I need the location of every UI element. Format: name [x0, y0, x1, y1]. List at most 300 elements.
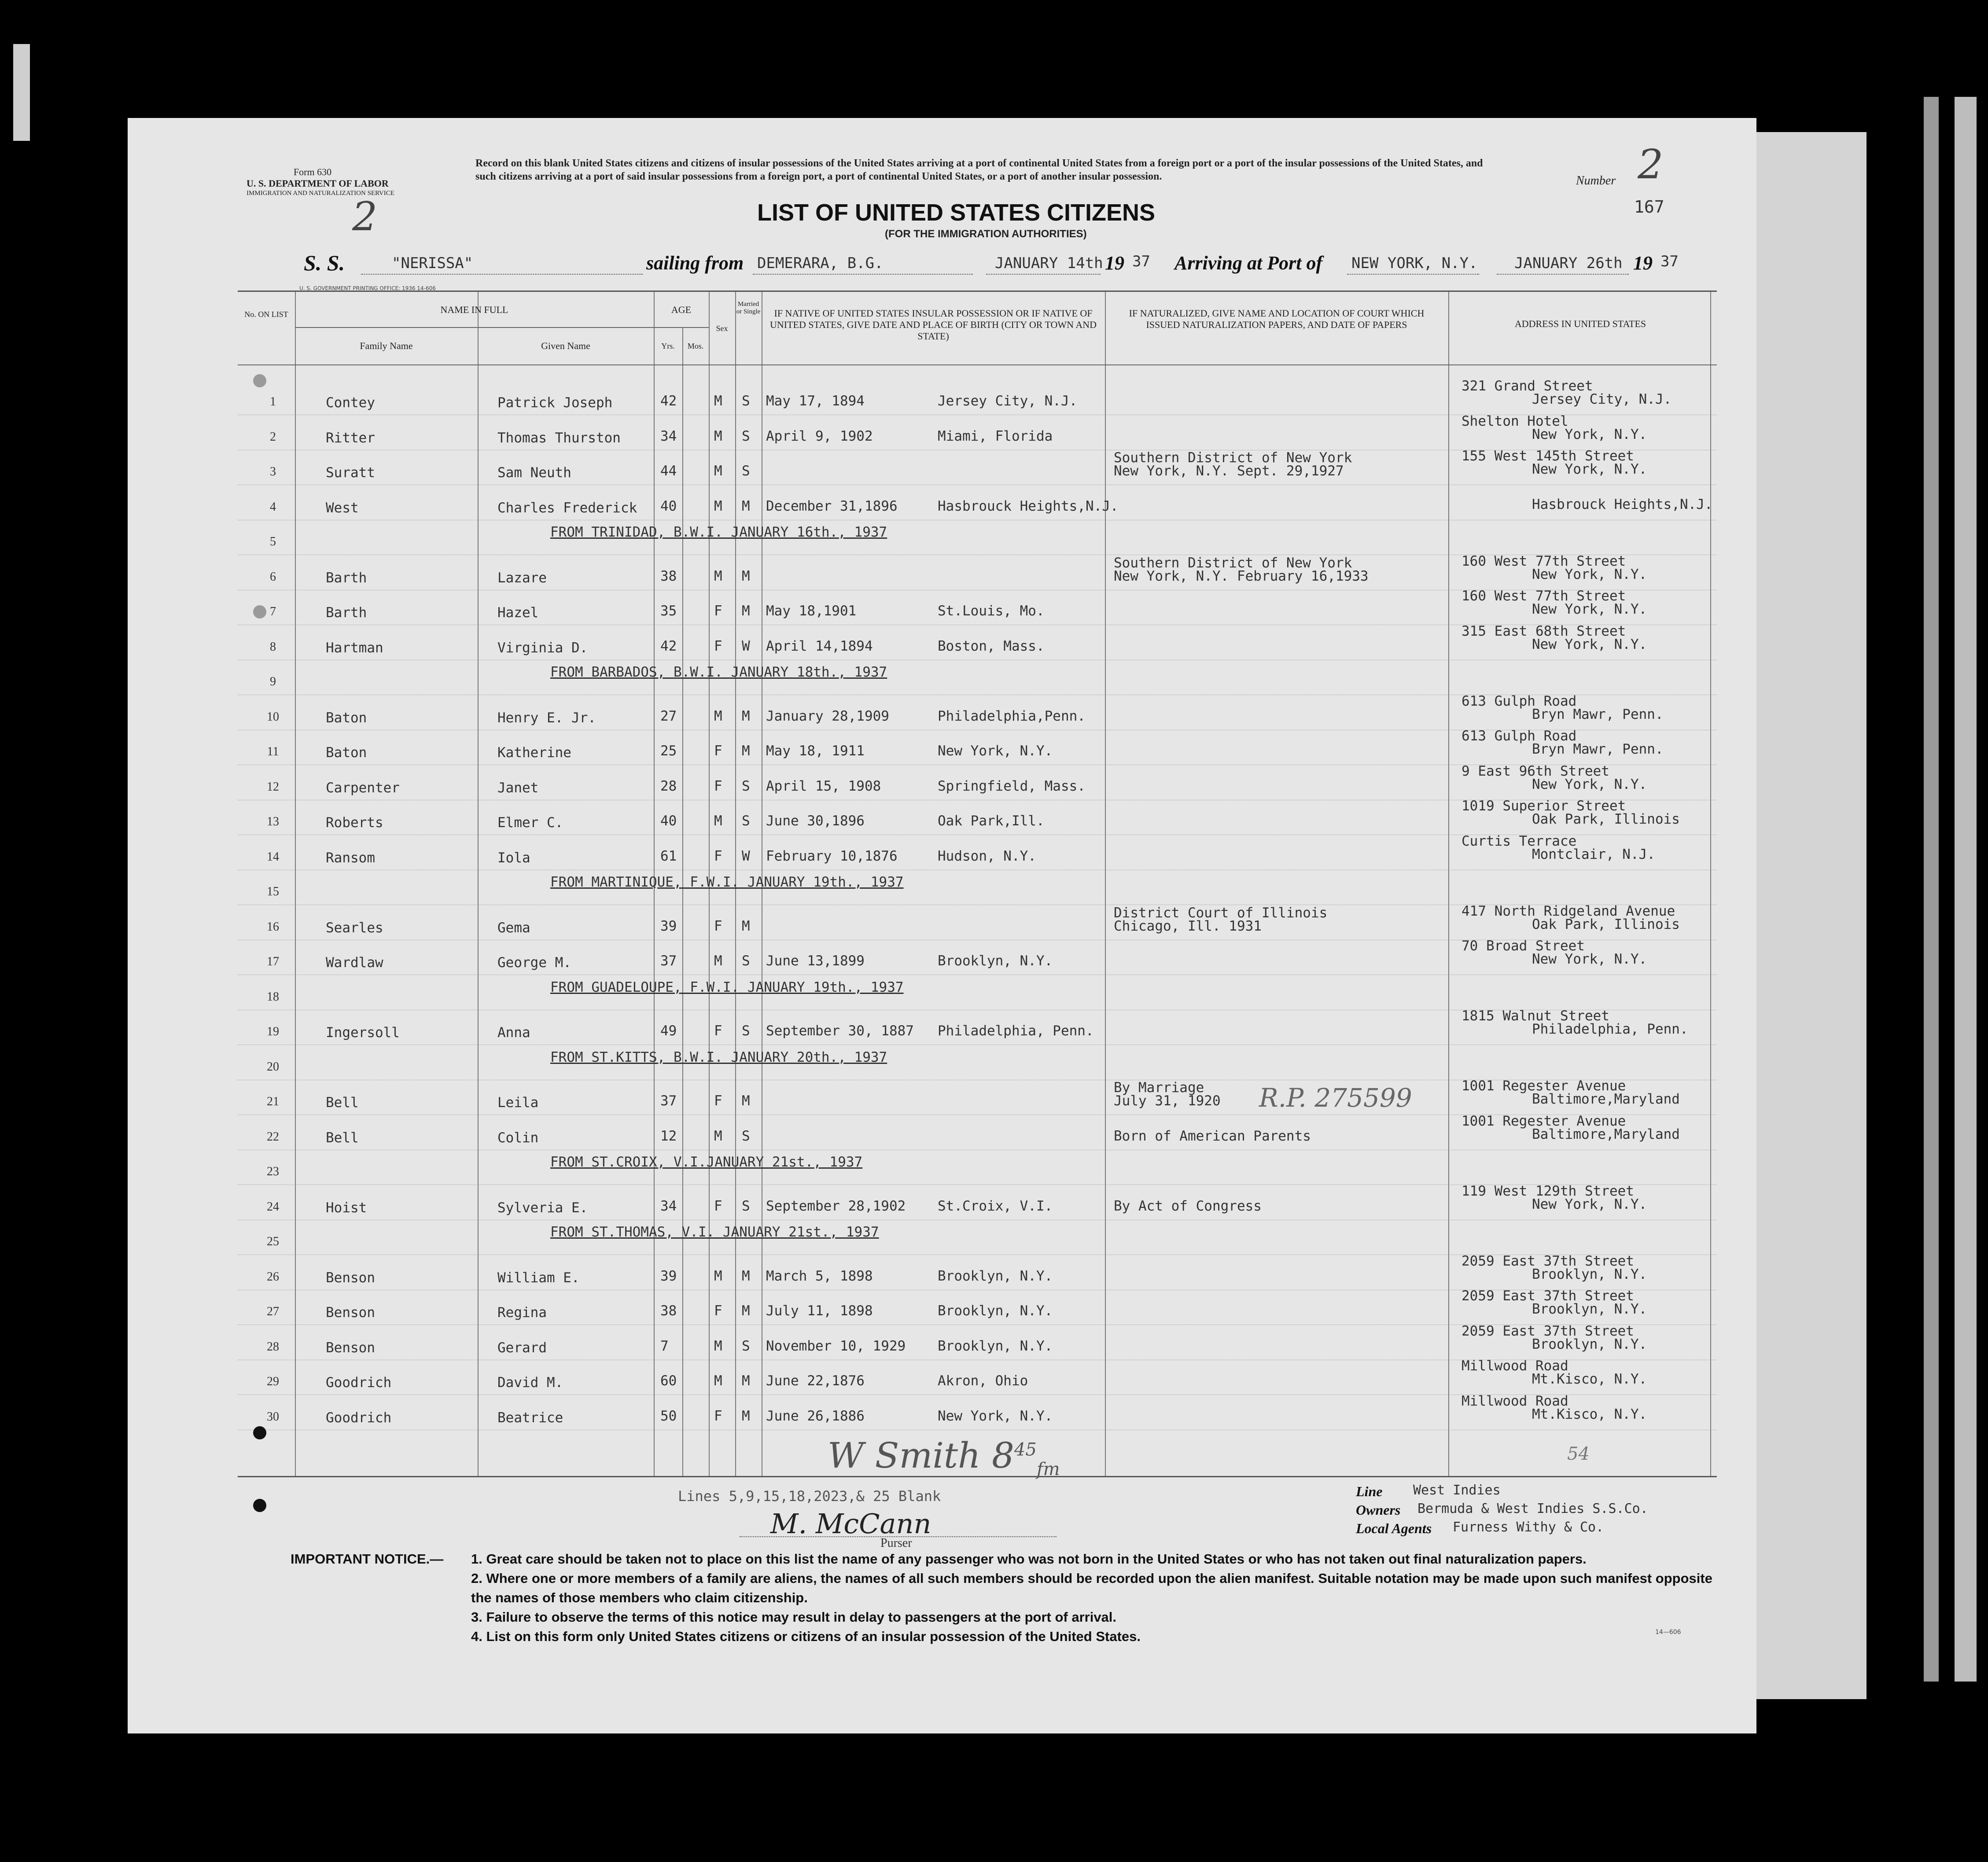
- birth-place: New York, N.Y.: [938, 743, 1053, 759]
- family-name: Bell: [326, 1130, 359, 1146]
- family-name: Searles: [326, 920, 383, 936]
- sex: F: [714, 603, 722, 619]
- hdr-address: ADDRESS IN UNITED STATES: [1514, 318, 1646, 329]
- birth-date: June 30,1896: [766, 813, 865, 829]
- row-number: 2: [270, 430, 276, 444]
- address-line-1: 1001 Regester Avenue: [1462, 1078, 1626, 1094]
- marital-status: S: [742, 1128, 750, 1144]
- birth-date: July 11, 1898: [766, 1303, 873, 1319]
- family-name: Ritter: [326, 430, 375, 446]
- row-number: 23: [267, 1165, 279, 1178]
- address-line-2: Brooklyn, N.Y.: [1532, 1336, 1647, 1352]
- birth-date: April 15, 1908: [766, 778, 881, 794]
- right-clip: [1955, 97, 1977, 1682]
- birth-date: May 18, 1911: [766, 743, 865, 759]
- hdr-no: No. ON LIST: [244, 310, 288, 319]
- sex: M: [714, 1373, 722, 1389]
- age-years: 35: [660, 603, 677, 619]
- table-row: [238, 660, 1717, 695]
- corner-number: 54: [1567, 1444, 1590, 1464]
- sex: M: [714, 498, 722, 514]
- birth-place: Brooklyn, N.Y.: [938, 953, 1053, 969]
- sailing-from: DEMERARA, B.G.: [757, 254, 884, 272]
- row-number: 30: [267, 1409, 279, 1424]
- sail-date: JANUARY 14th: [995, 254, 1103, 272]
- address-line-2: Montclair, N.J.: [1532, 846, 1655, 862]
- address-line-2: New York, N.Y.: [1532, 601, 1647, 617]
- section-heading: FROM GUADELOUPE, F.W.I. JANUARY 19th., 1937: [550, 979, 904, 995]
- sex: F: [714, 1408, 722, 1424]
- naturalization-court: District Court of Illinois: [1114, 905, 1328, 921]
- table-row: [238, 450, 1717, 485]
- address-line-2: New York, N.Y.: [1532, 636, 1647, 652]
- table-row: [238, 870, 1717, 905]
- row-number: 15: [267, 885, 279, 898]
- marital-status: S: [742, 1023, 750, 1039]
- birth-place: Boston, Mass.: [938, 638, 1045, 654]
- address-line-1: 1001 Regester Avenue: [1462, 1113, 1626, 1129]
- address-line-2: Mt.Kisco, N.Y.: [1532, 1371, 1647, 1387]
- birth-date: December 31,1896: [766, 498, 898, 514]
- row-number: 7: [270, 605, 276, 618]
- age-years: 37: [660, 953, 677, 969]
- sail-year-prefix: 19: [1105, 252, 1124, 274]
- naturalization-court: Southern District of New York: [1114, 450, 1352, 466]
- table-row: [238, 590, 1717, 625]
- address-line-1: 9 East 96th Street: [1462, 763, 1609, 779]
- naturalization-details: New York, N.Y. Sept. 29,1927: [1114, 463, 1344, 479]
- address-line-2: Oak Park, Illinois: [1532, 916, 1680, 932]
- sex: F: [714, 1303, 722, 1319]
- address-line-2: Jersey City, N.J.: [1532, 391, 1672, 407]
- sex: M: [714, 568, 722, 584]
- table-row: [238, 520, 1717, 555]
- table-row: [238, 975, 1717, 1010]
- marital-status: M: [742, 918, 750, 934]
- sex: F: [714, 918, 722, 934]
- row-number: 14: [267, 850, 279, 864]
- marital-status: M: [742, 708, 750, 724]
- row-number: 24: [267, 1200, 279, 1214]
- address-line-1: 160 West 77th Street: [1462, 588, 1626, 604]
- hdr-yrs: Yrs.: [661, 342, 675, 350]
- marital-status: S: [742, 1338, 750, 1354]
- naturalization-details: Chicago, Ill. 1931: [1114, 918, 1262, 934]
- given-name: Hazel: [497, 605, 539, 621]
- page-number: 167: [1634, 197, 1664, 217]
- marital-status: S: [742, 813, 750, 829]
- section-heading: FROM MARTINIQUE, F.W.I. JANUARY 19th., 1937: [550, 874, 904, 890]
- address-line-2: New York, N.Y.: [1532, 566, 1647, 582]
- family-name: Benson: [326, 1339, 375, 1356]
- sail-year: 37: [1132, 253, 1150, 270]
- family-name: Wardlaw: [326, 955, 383, 971]
- owners-value: Bermuda & West Indies S.S.Co.: [1417, 1501, 1648, 1516]
- age-years: 28: [660, 778, 677, 794]
- given-name: Leila: [497, 1095, 539, 1111]
- address-line-2: Hasbrouck Heights,N.J.: [1532, 496, 1713, 512]
- table-row: [238, 695, 1717, 730]
- given-name: Thomas Thurston: [497, 430, 621, 446]
- hdr-family-name: Family Name: [360, 340, 413, 351]
- naturalization-details: By Act of Congress: [1114, 1198, 1262, 1214]
- section-heading: FROM ST.THOMAS, V.I. JANUARY 21st., 1937: [550, 1224, 879, 1240]
- address-line-1: 2059 East 37th Street: [1462, 1288, 1634, 1304]
- age-years: 25: [660, 743, 677, 759]
- punch-hole: [253, 605, 266, 618]
- marital-status: M: [742, 603, 750, 619]
- marital-status: W: [742, 848, 750, 864]
- birth-date: September 28,1902: [766, 1198, 906, 1214]
- table-row: [238, 940, 1717, 975]
- address-line-1: 2059 East 37th Street: [1462, 1323, 1634, 1339]
- sailing-underline: [753, 274, 973, 275]
- sailing-from-label: sailing from: [646, 252, 744, 274]
- purser-label: Purser: [880, 1536, 912, 1550]
- hdr-naturalized: IF NATURALIZED, GIVE NAME AND LOCATION OF COURT WHICH ISSUED NATURALIZATION PAPERS, AND DATE OF PAPERS: [1129, 308, 1425, 330]
- address-line-2: New York, N.Y.: [1532, 461, 1647, 477]
- age-years: 61: [660, 848, 677, 864]
- address-line-2: Brooklyn, N.Y.: [1532, 1301, 1647, 1317]
- printing-note: U. S. GOVERNMENT PRINTING OFFICE: 1936 14-606: [299, 285, 436, 291]
- given-name: David M.: [497, 1375, 563, 1391]
- section-heading: FROM ST.KITTS, B.W.I. JANUARY 20th., 1937: [550, 1049, 887, 1065]
- birth-date: May 17, 1894: [766, 393, 865, 409]
- arrival-port-underline: [1347, 274, 1479, 275]
- address-line-1: Millwood Road: [1462, 1358, 1568, 1374]
- address-line-2: Oak Park, Illinois: [1532, 811, 1680, 827]
- birth-date: February 10,1876: [766, 848, 898, 864]
- notice-item-4: 4. List on this form only United States citizens or citizens of an insular possession of the United States.: [471, 1629, 1141, 1644]
- address-line-2: Bryn Mawr, Penn.: [1532, 741, 1664, 757]
- form-number: Form 630: [293, 166, 332, 177]
- row-number: 11: [267, 745, 279, 758]
- instructions: Record on this blank United States citizens and citizens of insular possessions of the United States arriving at a port of continental United States from a foreign port or a port of the insular possessions of the United States, and such citizens arriving at a port of said insular possessions from a foreign port, a port of continental United States, or a port of another insular possession.: [475, 158, 1483, 182]
- age-years: 38: [660, 1303, 677, 1319]
- marital-status: S: [742, 778, 750, 794]
- family-name: Goodrich: [326, 1409, 392, 1426]
- birth-place: Brooklyn, N.Y.: [938, 1268, 1053, 1284]
- row-number: 21: [267, 1095, 279, 1108]
- row-number: 19: [267, 1025, 279, 1038]
- table-row: [238, 1290, 1717, 1325]
- address-line-1: Shelton Hotel: [1462, 413, 1568, 429]
- table-row: [238, 625, 1717, 660]
- marital-status: M: [742, 1093, 750, 1109]
- birth-place: Akron, Ohio: [938, 1373, 1028, 1389]
- birth-date: May 18,1901: [766, 603, 857, 619]
- page-subtitle: (FOR THE IMMIGRATION AUTHORITIES): [885, 228, 1087, 240]
- notice-anchor: [286, 1549, 291, 1554]
- sex: F: [714, 778, 722, 794]
- marital-status: M: [742, 568, 750, 584]
- birth-place: St.Louis, Mo.: [938, 603, 1045, 619]
- address-line-1: 2059 East 37th Street: [1462, 1253, 1634, 1269]
- number-value: 2: [1638, 141, 1664, 188]
- birth-place: Springfield, Mass.: [938, 778, 1086, 794]
- address-line-1: 613 Gulph Road: [1462, 728, 1577, 744]
- row-number: 25: [267, 1235, 279, 1248]
- family-name: Ransom: [326, 850, 375, 866]
- family-name: Benson: [326, 1270, 375, 1286]
- family-name: Barth: [326, 570, 367, 586]
- sex: M: [714, 428, 722, 444]
- sex: F: [714, 638, 722, 654]
- row-number: 13: [267, 815, 279, 828]
- age-years: 27: [660, 708, 677, 724]
- address-line-1: 119 West 129th Street: [1462, 1183, 1634, 1199]
- table-row: [238, 1045, 1717, 1080]
- age-years: 38: [660, 568, 677, 584]
- family-name: Suratt: [326, 465, 375, 481]
- row-number: 26: [267, 1270, 279, 1284]
- row-number: 16: [267, 920, 279, 934]
- age-years: 12: [660, 1128, 677, 1144]
- row-number: 3: [270, 465, 276, 478]
- right-clip-inner: [1924, 97, 1939, 1682]
- birth-place: Miami, Florida: [938, 428, 1053, 444]
- naturalization-court: Southern District of New York: [1114, 555, 1352, 571]
- family-name: Barth: [326, 605, 367, 621]
- punch-hole: [253, 374, 266, 387]
- left-clip: [13, 44, 30, 141]
- handwritten-signature: [828, 1435, 1060, 1479]
- given-name: Elmer C.: [497, 815, 563, 831]
- marital-status: S: [742, 393, 750, 409]
- table-row: [238, 555, 1717, 590]
- family-name: Roberts: [326, 815, 383, 831]
- given-name: Sylveria E.: [497, 1200, 588, 1216]
- arrival-port: NEW YORK, N.Y.: [1351, 254, 1478, 272]
- naturalization-details: New York, N.Y. February 16,1933: [1114, 568, 1369, 584]
- marital-status: S: [742, 463, 750, 479]
- birth-place: Brooklyn, N.Y.: [938, 1303, 1053, 1319]
- row-number: 27: [267, 1305, 279, 1318]
- hand-mark: 2: [352, 194, 378, 240]
- row-number: 12: [267, 780, 279, 794]
- table-row: [238, 1325, 1717, 1360]
- hdr-birth: IF NATIVE OF UNITED STATES INSULAR POSSESSION OR IF NATIVE OF UNITED STATES, GIVE DATE AND PLACE OF BIRTH (CITY OR TOWN AND STATE): [769, 308, 1097, 342]
- given-name: Janet: [497, 780, 539, 796]
- punch-hole: [253, 1426, 266, 1439]
- bottom-marks: [145, 1761, 233, 1778]
- notice-item-2: 2. Where one or more members of a family are aliens, the names of all such members should be recorded upon the alien manifest. Suitable notation may be made upon such manifest opposite the names of those members who claim citizenship.: [471, 1571, 1712, 1605]
- sex: M: [714, 813, 722, 829]
- sex: F: [714, 1093, 722, 1109]
- address-line-1: 417 North Ridgeland Avenue: [1462, 903, 1675, 919]
- sex: M: [714, 393, 722, 409]
- age-years: 7: [660, 1338, 669, 1354]
- arrival-year-prefix: 19: [1633, 252, 1653, 274]
- address-line-2: Mt.Kisco, N.Y.: [1532, 1406, 1647, 1422]
- notice-item-1: 1. Great care should be taken not to place on this list the name of any passenger who was not born in the United States or who has not taken out final naturalization papers.: [471, 1551, 1587, 1567]
- birth-date: November 10, 1929: [766, 1338, 906, 1354]
- birth-place: Jersey City, N.J.: [938, 393, 1078, 409]
- family-name: Baton: [326, 745, 367, 761]
- hdr-name-in-full: NAME IN FULL: [440, 304, 508, 315]
- sex: M: [714, 1268, 722, 1284]
- table-row: [238, 835, 1717, 870]
- given-name: Katherine: [497, 745, 571, 761]
- row-number: 28: [267, 1339, 279, 1354]
- address-line-1: 613 Gulph Road: [1462, 693, 1577, 709]
- notice-item-3: 3. Failure to observe the terms of this notice may result in delay to passengers at the port of arrival.: [471, 1609, 1117, 1625]
- table-row: [238, 485, 1717, 520]
- marital-status: W: [742, 638, 750, 654]
- family-name: Contey: [326, 395, 375, 411]
- family-name: West: [326, 500, 359, 516]
- given-name: Charles Frederick: [497, 500, 637, 516]
- number-label: Number: [1576, 174, 1616, 188]
- table-row: [238, 1010, 1717, 1045]
- agents-value: Furness Withy & Co.: [1453, 1520, 1604, 1535]
- manifest-table: [238, 291, 1717, 1477]
- birth-date: April 14,1894: [766, 638, 873, 654]
- blank-lines-note: Lines 5,9,15,18,2023,& 25 Blank: [678, 1488, 941, 1505]
- family-name: Goodrich: [326, 1375, 392, 1391]
- age-years: 34: [660, 428, 677, 444]
- naturalization-court: By Marriage: [1114, 1080, 1204, 1096]
- handwritten-rp-number: R.P. 275599: [1259, 1083, 1412, 1113]
- table-row: [238, 800, 1717, 835]
- table-row: [238, 1150, 1717, 1185]
- row-number: 18: [267, 990, 279, 1004]
- birth-place: St.Croix, V.I.: [938, 1198, 1053, 1214]
- family-name: Hoist: [326, 1200, 367, 1216]
- sex: M: [714, 953, 722, 969]
- marital-status: M: [742, 1373, 750, 1389]
- table-row: [238, 1360, 1717, 1395]
- address-line-2: New York, N.Y.: [1532, 951, 1647, 967]
- arrival-date-underline: [1497, 274, 1629, 275]
- birth-date: June 22,1876: [766, 1373, 865, 1389]
- purser-signature: M. McCann: [770, 1508, 931, 1540]
- owners-label: Owners: [1356, 1502, 1401, 1518]
- birth-date: January 28,1909: [766, 708, 889, 724]
- row-number: 22: [267, 1130, 279, 1144]
- sail-date-underline: [986, 274, 1101, 275]
- age-years: 42: [660, 638, 677, 654]
- row-number: 1: [270, 395, 276, 408]
- table-row: [238, 765, 1717, 800]
- form-id: [247, 166, 394, 197]
- row-number: 20: [267, 1060, 279, 1074]
- section-heading: FROM TRINIDAD, B.W.I. JANUARY 16th., 1937: [550, 524, 887, 540]
- address-line-1: 155 West 145th Street: [1462, 448, 1634, 464]
- table-row: [238, 905, 1717, 940]
- birth-place: Hasbrouck Heights,N.J.: [938, 498, 1119, 514]
- signature-text: W Smith 8: [828, 1435, 1014, 1476]
- sex: M: [714, 708, 722, 724]
- address-line-2: Bryn Mawr, Penn.: [1532, 706, 1664, 722]
- given-name: Gema: [497, 920, 530, 936]
- given-name: Lazare: [497, 570, 547, 586]
- given-name: Virginia D.: [497, 640, 588, 656]
- table-row: [238, 1395, 1717, 1430]
- given-name: Patrick Joseph: [497, 395, 613, 411]
- sex: F: [714, 743, 722, 759]
- address-line-2: New York, N.Y.: [1532, 776, 1647, 792]
- family-name: Carpenter: [326, 780, 400, 796]
- address-line-2: Philadelphia, Penn.: [1532, 1021, 1688, 1037]
- sex: F: [714, 848, 722, 864]
- page-title: LIST OF UNITED STATES CITIZENS: [757, 199, 1155, 226]
- naturalization-details: Born of American Parents: [1114, 1128, 1311, 1144]
- table-row: [238, 730, 1717, 765]
- arrival-date: JANUARY 26th: [1514, 254, 1623, 272]
- given-name: George M.: [497, 955, 571, 971]
- age-years: 49: [660, 1023, 677, 1039]
- naturalization-details: July 31, 1920: [1114, 1093, 1221, 1109]
- marital-status: M: [742, 1268, 750, 1284]
- address-line-2: New York, N.Y.: [1532, 1196, 1647, 1212]
- birth-date: June 13,1899: [766, 953, 865, 969]
- age-years: 40: [660, 498, 677, 514]
- given-name: William E.: [497, 1270, 580, 1286]
- given-name: Sam Neuth: [497, 465, 571, 481]
- hdr-age: AGE: [671, 304, 692, 315]
- given-name: Iola: [497, 850, 530, 866]
- row-number: 4: [270, 500, 276, 514]
- signature-sup: 45: [1014, 1439, 1037, 1460]
- given-name: Regina: [497, 1305, 547, 1321]
- given-name: Gerard: [497, 1339, 547, 1356]
- row-number: 5: [270, 535, 276, 548]
- address-line-2: Baltimore,Maryland: [1532, 1091, 1680, 1107]
- marital-status: S: [742, 953, 750, 969]
- signature-sub: fm: [1036, 1459, 1060, 1479]
- sex: M: [714, 1338, 722, 1354]
- table-row: [238, 1080, 1717, 1115]
- birth-date: September 30, 1887: [766, 1023, 914, 1039]
- address-line-1: 1019 Superior Street: [1462, 798, 1626, 814]
- sex: F: [714, 1198, 722, 1214]
- birth-place: Philadelphia, Penn.: [938, 1023, 1094, 1039]
- address-line-2: New York, N.Y.: [1532, 426, 1647, 442]
- family-name: Ingersoll: [326, 1025, 400, 1041]
- row-number: 8: [270, 640, 276, 654]
- row-number: 29: [267, 1375, 279, 1388]
- marital-status: S: [742, 428, 750, 444]
- hdr-given-name: Given Name: [541, 340, 590, 351]
- age-years: 39: [660, 1268, 677, 1284]
- family-name: Baton: [326, 710, 367, 726]
- address-line-1: 160 West 77th Street: [1462, 553, 1626, 569]
- marital-status: M: [742, 498, 750, 514]
- address-line-1: 1815 Walnut Street: [1462, 1008, 1609, 1024]
- row-number: 17: [267, 955, 279, 968]
- table-row: [238, 1185, 1717, 1220]
- section-heading: FROM BARBADOS, B.W.I. JANUARY 18th., 1937: [550, 664, 887, 680]
- table-row: [238, 415, 1717, 450]
- given-name: Colin: [497, 1130, 539, 1146]
- line-value: West Indies: [1413, 1483, 1501, 1498]
- birth-place: Oak Park,Ill.: [938, 813, 1045, 829]
- sex: M: [714, 463, 722, 479]
- service: IMMIGRATION AND NATURALIZATION SERVICE: [247, 190, 394, 197]
- given-name: Beatrice: [497, 1409, 563, 1426]
- age-years: 37: [660, 1093, 677, 1109]
- table-row: [238, 1220, 1717, 1255]
- age-years: 44: [660, 463, 677, 479]
- department: U. S. DEPARTMENT OF LABOR: [247, 178, 389, 189]
- birth-place: New York, N.Y.: [938, 1408, 1053, 1424]
- age-years: 34: [660, 1198, 677, 1214]
- birth-date: March 5, 1898: [766, 1268, 873, 1284]
- address-line-1: Curtis Terrace: [1462, 833, 1577, 849]
- table-row: [238, 380, 1717, 415]
- arriving-label: Arriving at Port of: [1174, 252, 1323, 274]
